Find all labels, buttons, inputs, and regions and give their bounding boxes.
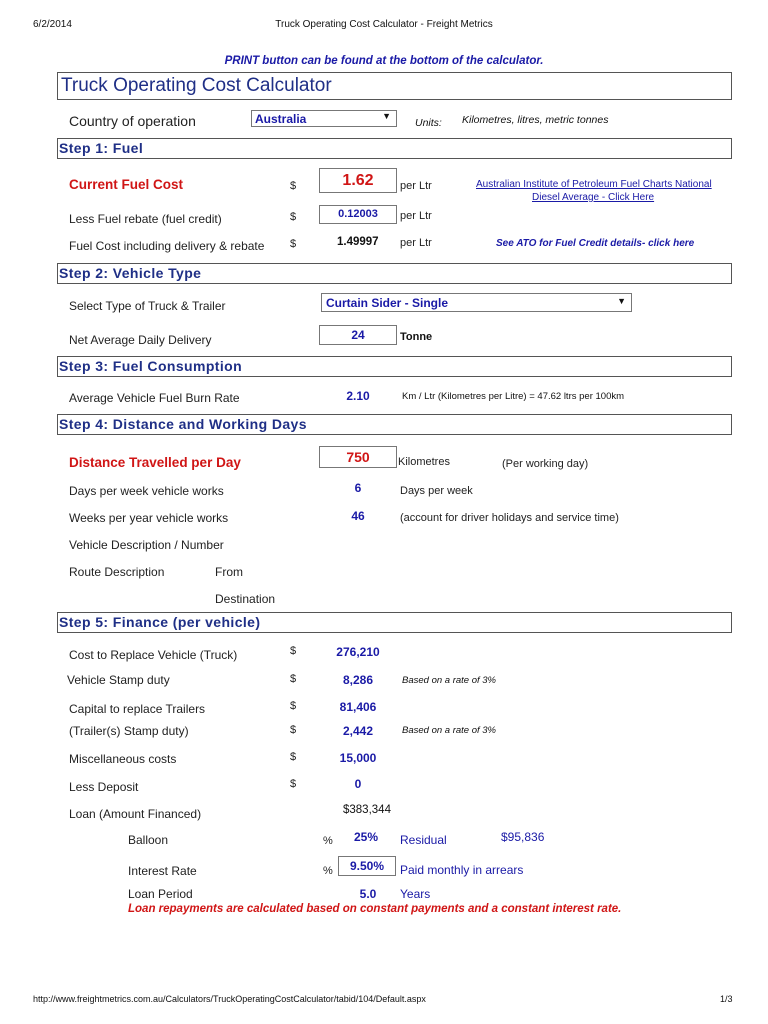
balloon-value[interactable]: 25% — [353, 830, 379, 844]
misc-costs-label: Miscellaneous costs — [69, 752, 177, 766]
distance-input[interactable]: 750 — [319, 446, 397, 468]
interest-rate-note: Paid monthly in arrears — [400, 863, 524, 877]
vehicle-description-label: Vehicle Description / Number — [69, 538, 224, 552]
trailer-stamp-value: 2,442 — [342, 724, 374, 738]
aip-fuel-chart-link[interactable]: Australian Institute of Petroleum Fuel Charts National — [476, 179, 712, 190]
percent-symbol: % — [323, 865, 333, 877]
fuel-rebate-label: Less Fuel rebate (fuel credit) — [69, 212, 222, 226]
balloon-label: Balloon — [128, 833, 169, 847]
step5-title: Step 5: Finance (per vehicle) — [59, 614, 261, 630]
trailer-stamp-note: Based on a rate of 3% — [402, 725, 497, 736]
step1-header — [57, 138, 732, 159]
fuel-total-label: Fuel Cost including delivery & rebate — [69, 239, 265, 253]
weeks-per-year-value[interactable]: 46 — [351, 509, 365, 523]
burn-rate-value: 2.10 — [346, 389, 370, 403]
calculator-title-box — [57, 72, 732, 100]
weeks-per-year-label: Weeks per year vehicle works — [69, 511, 229, 525]
days-per-week-unit: Days per week — [400, 485, 473, 497]
route-destination-label: Destination — [215, 592, 276, 606]
burn-rate-unit: Km / Ltr (Kilometres per Litre) = 47.62 ltrs per 100km — [402, 391, 625, 402]
stamp-duty-value: 8,286 — [342, 673, 374, 687]
per-ltr-unit: per Ltr — [400, 210, 432, 222]
step5-header — [57, 612, 732, 633]
calculator-title: Truck Operating Cost Calculator — [61, 75, 332, 96]
delivery-unit: Tonne — [400, 331, 433, 343]
print-notice: PRINT button can be found at the bottom of the calculator. — [224, 55, 544, 67]
ato-fuel-credit-link[interactable]: See ATO for Fuel Credit details- click here — [496, 238, 695, 249]
distance-label: Distance Travelled per Day — [69, 455, 241, 470]
fuel-total-value: 1.49997 — [337, 236, 379, 248]
step2-title: Step 2: Vehicle Type — [59, 265, 202, 281]
burn-rate-label: Average Vehicle Fuel Burn Rate — [69, 391, 240, 405]
deposit-label: Less Deposit — [69, 780, 139, 794]
country-select[interactable] — [251, 110, 397, 127]
dropdown-arrow-icon: ▼ — [617, 296, 626, 306]
step4-title: Step 4: Distance and Working Days — [59, 416, 307, 432]
truck-type-label: Select Type of Truck & Trailer — [69, 299, 226, 313]
currency-symbol: $ — [290, 645, 297, 657]
replace-vehicle-value[interactable]: 276,210 — [336, 645, 380, 659]
residual-label: Residual — [400, 833, 447, 847]
step4-header — [57, 414, 732, 435]
trailers-label: Capital to replace Trailers — [69, 702, 206, 716]
route-description-label: Route Description — [69, 565, 165, 579]
distance-unit: Kilometres — [398, 456, 450, 468]
per-ltr-unit: per Ltr — [400, 180, 432, 192]
misc-costs-value[interactable]: 15,000 — [339, 751, 377, 765]
step1-title: Step 1: Fuel — [59, 140, 144, 156]
units-label: Units: — [415, 117, 442, 129]
currency-symbol: $ — [290, 724, 297, 736]
fuel-rebate-input[interactable]: 0.12003 — [319, 205, 397, 224]
loan-period-value[interactable]: 5.0 — [359, 887, 377, 901]
dropdown-arrow-icon: ▼ — [382, 111, 391, 121]
days-per-week-value[interactable]: 6 — [354, 481, 362, 495]
print-page-title: Truck Operating Cost Calculator - Freight Metrics — [275, 19, 493, 30]
currency-symbol: $ — [290, 673, 297, 685]
step3-title: Step 3: Fuel Consumption — [59, 358, 243, 374]
residual-value: $95,836 — [501, 830, 545, 844]
percent-symbol: % — [323, 835, 333, 847]
distance-note: (Per working day) — [502, 458, 589, 470]
loan-amount-value: $383,344 — [343, 804, 391, 816]
currency-symbol: $ — [290, 700, 297, 712]
step3-header — [57, 356, 732, 377]
delivery-label: Net Average Daily Delivery — [69, 333, 212, 347]
current-fuel-cost-label: Current Fuel Cost — [69, 177, 184, 192]
days-per-week-label: Days per week vehicle works — [69, 484, 224, 498]
currency-symbol: $ — [290, 238, 297, 250]
aip-fuel-chart-link-line2[interactable]: Diesel Average - Click Here — [532, 192, 655, 203]
trailer-stamp-label: (Trailer(s) Stamp duty) — [69, 724, 189, 738]
loan-amount-label: Loan (Amount Financed) — [69, 807, 202, 821]
units-value: Kilometres, litres, metric tonnes — [462, 114, 609, 126]
truck-type-select[interactable] — [321, 293, 632, 312]
route-from-label: From — [215, 565, 243, 579]
deposit-value[interactable]: 0 — [354, 777, 362, 791]
country-label: Country of operation — [69, 113, 196, 129]
interest-rate-input[interactable]: 9.50% — [338, 856, 396, 876]
currency-symbol: $ — [290, 180, 297, 192]
print-date: 6/2/2014 — [33, 19, 72, 30]
delivery-input[interactable]: 24 — [319, 325, 397, 345]
loan-period-unit: Years — [400, 887, 431, 901]
replace-vehicle-label: Cost to Replace Vehicle (Truck) — [69, 648, 238, 662]
loan-footnote: Loan repayments are calculated based on constant payments and a constant interest rate. — [128, 903, 622, 915]
currency-symbol: $ — [290, 751, 297, 763]
truck-type-select-value: Curtain Sider - Single — [326, 296, 449, 310]
stamp-duty-note: Based on a rate of 3% — [402, 675, 497, 686]
country-select-value: Australia — [255, 112, 307, 126]
per-ltr-unit: per Ltr — [400, 237, 432, 249]
trailers-value[interactable]: 81,406 — [339, 700, 377, 714]
print-url: http://www.freightmetrics.com.au/Calculators/TruckOperatingCostCalculator/tabid/104/Default.aspx — [33, 994, 426, 1004]
step2-header — [57, 263, 732, 284]
current-fuel-cost-input[interactable]: 1.62 — [319, 168, 397, 193]
weeks-per-year-note: (account for driver holidays and service time) — [400, 512, 619, 524]
currency-symbol: $ — [290, 778, 297, 790]
interest-rate-label: Interest Rate — [128, 864, 197, 878]
loan-period-label: Loan Period — [128, 887, 193, 901]
print-page-number: 1/3 — [720, 994, 733, 1004]
currency-symbol: $ — [290, 211, 297, 223]
stamp-duty-label: Vehicle Stamp duty — [67, 673, 170, 687]
